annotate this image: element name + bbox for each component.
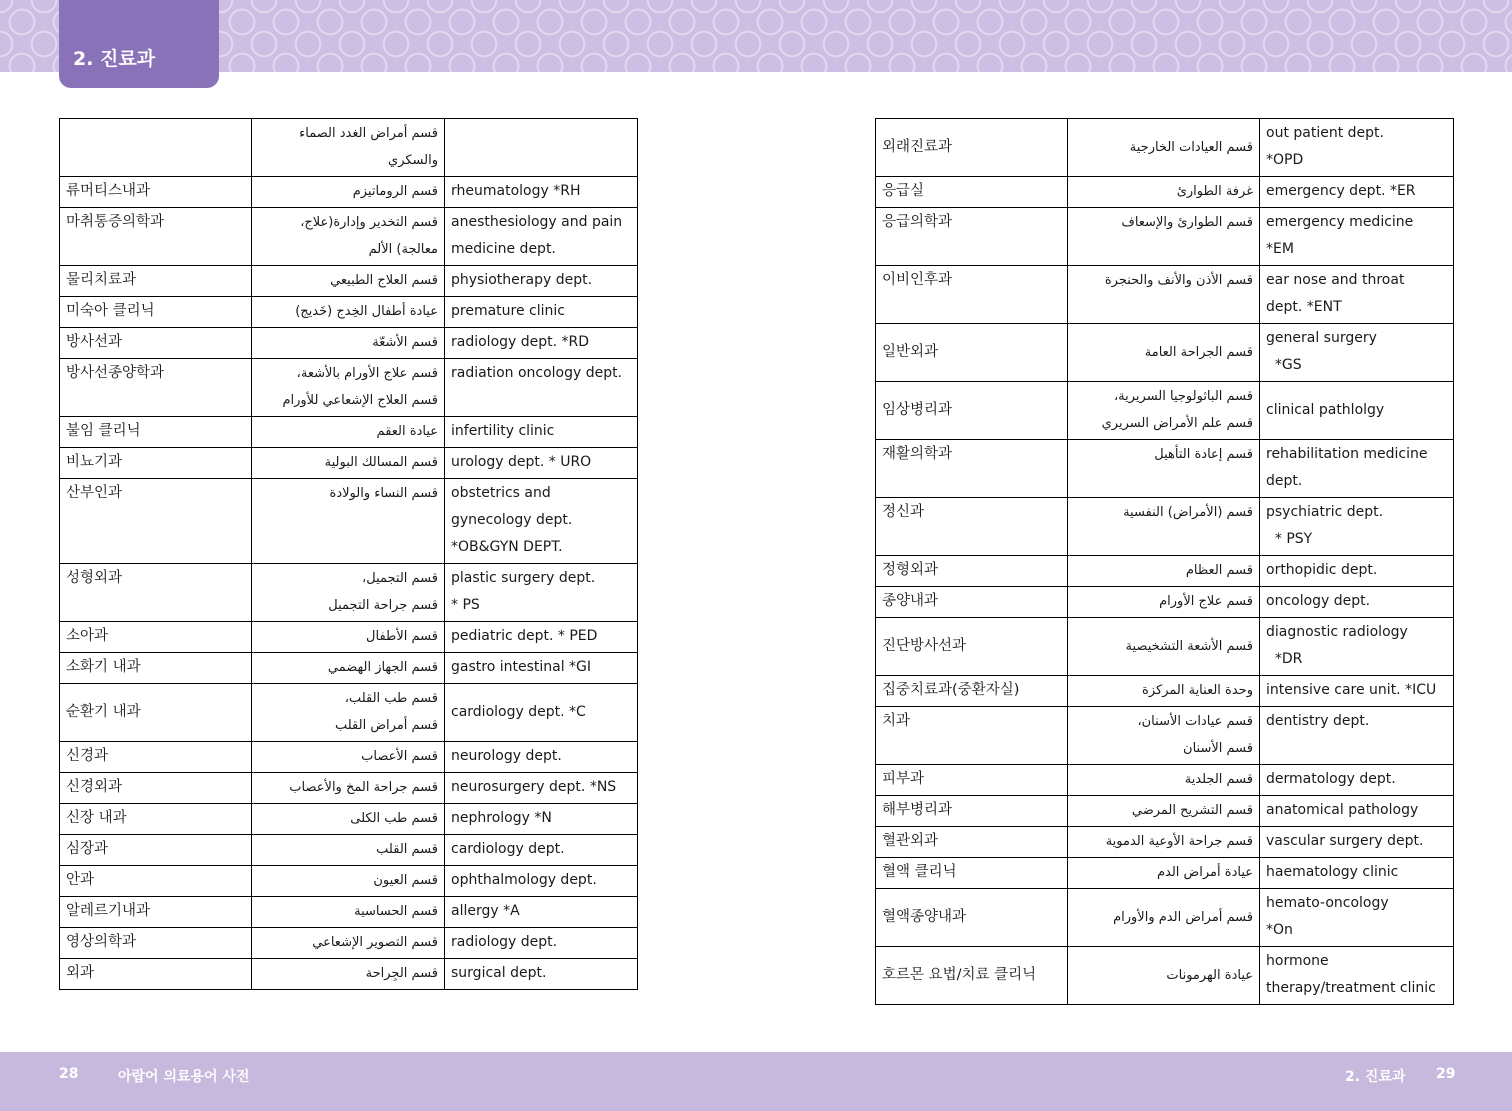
english-term-line: dept. [1266,473,1303,489]
english-term [445,359,638,417]
arabic-term-line: قسم أمراض الدم والأورام [1113,909,1253,925]
arabic-term [252,208,445,266]
english-term [1260,440,1454,498]
english-term [1260,177,1454,208]
arabic-term-line: قسم الجِراحة [365,966,438,981]
english-term [1260,556,1454,587]
table-row [60,684,638,742]
english-term [445,266,638,297]
english-term-line: neurosurgery dept. *NS [451,779,617,795]
arabic-term-line: معالجة) الألم [368,242,438,257]
english-term [1260,208,1454,266]
right-running-title: 2. 진료과 [1345,1069,1406,1085]
arabic-term [1068,889,1260,947]
arabic-term [1068,796,1260,827]
arabic-term [252,804,445,835]
korean-term: 피부과 [876,765,1068,796]
english-term [445,835,638,866]
english-term [1260,618,1454,676]
english-term-line: hormone [1266,953,1329,969]
arabic-term [1068,266,1260,324]
left-terms-table [59,118,638,990]
korean-term: 순환기 내과 [60,684,252,742]
korean-term: 불임 클리닉 [60,417,252,448]
korean-term: 이비인후과 [876,266,1068,324]
arabic-term [252,897,445,928]
table-row [60,928,638,959]
arabic-term [1068,556,1260,587]
table-row [876,556,1454,587]
table-row [60,266,638,297]
korean-term: 류머티스내과 [60,177,252,208]
english-term-line: gynecology dept. [451,512,573,528]
table-row [876,382,1454,440]
arabic-term [252,266,445,297]
arabic-term-line: قسم العلاج الطبيعي [330,273,438,288]
arabic-term [252,959,445,990]
arabic-term-line: قسم التجميل، [362,571,438,586]
arabic-term-line: قسم الجراحة العامة [1144,344,1253,360]
table-row [60,622,638,653]
english-term-line: radiology dept. *RD [451,334,590,350]
english-term [445,448,638,479]
arabic-term [1068,947,1260,1005]
arabic-term [252,928,445,959]
table-row [876,796,1454,827]
arabic-term-line: قسم جراحة التجميل [328,598,438,613]
korean-term: 알레르기내과 [60,897,252,928]
english-term [1260,889,1454,947]
arabic-term [252,359,445,417]
arabic-term [252,742,445,773]
english-term-line: clinical pathlolgy [1266,401,1385,418]
english-term-line: anesthesiology and pain [451,214,623,230]
english-term-line: * PSY [1266,531,1313,547]
table-row [60,479,638,564]
korean-term: 산부인과 [60,479,252,564]
arabic-term-line: قسم الأطفال [366,629,438,644]
english-term [445,653,638,684]
korean-term: 물리치료과 [60,266,252,297]
arabic-term [252,479,445,564]
arabic-term-line: قسم العظام [1185,563,1253,578]
english-term [445,417,638,448]
english-term-line: ophthalmology dept. [451,872,597,888]
english-term-line: radiology dept. [451,934,558,950]
english-term-line: cardiology dept. *C [451,703,586,720]
korean-term: 영상의학과 [60,928,252,959]
table-row [876,440,1454,498]
english-term-line: premature clinic [451,303,565,319]
english-term-line: orthopidic dept. [1266,562,1378,578]
arabic-term-line: قسم علاج الأورام بالأشعة، [296,366,438,381]
table-row [876,498,1454,556]
english-term-line: diagnostic radiology [1266,624,1408,640]
english-term-line: emergency dept. *ER [1266,183,1416,199]
english-term [1260,266,1454,324]
arabic-term [252,417,445,448]
korean-term: 정신과 [876,498,1068,556]
english-term-line: general surgery [1266,330,1377,346]
korean-term: 신경외과 [60,773,252,804]
arabic-term [252,866,445,897]
english-term [445,208,638,266]
arabic-term [252,448,445,479]
arabic-term-line: قسم الحساسية [354,904,438,919]
arabic-term [1068,618,1260,676]
english-term [445,479,638,564]
table-row [876,208,1454,266]
table-row [60,359,638,417]
english-term [445,928,638,959]
english-term-line: *DR [1266,651,1303,667]
arabic-term-line: قسم التشريح المرضي [1131,803,1253,818]
english-term [445,684,638,742]
english-term-line: radiation oncology dept. [451,365,623,381]
english-term [445,804,638,835]
english-term [1260,947,1454,1005]
korean-term: 비뇨기과 [60,448,252,479]
table-row [60,959,638,990]
english-term-line: dermatology dept. [1266,771,1396,787]
arabic-term-line: قسم المسالك البولية [324,455,438,470]
arabic-term [1068,587,1260,618]
korean-term: 재활의학과 [876,440,1068,498]
english-term-line: rheumatology *RH [451,183,581,199]
arabic-term [252,564,445,622]
section-tab [59,0,219,88]
table-row [876,858,1454,889]
english-term-line: *On [1266,922,1293,938]
arabic-term [1068,382,1260,440]
arabic-term-line: قسم الأشعة التشخيصية [1125,638,1253,654]
right-terms-table [875,118,1454,1005]
english-term-line: physiotherapy dept. [451,272,593,288]
english-term [1260,765,1454,796]
table-row [60,297,638,328]
table-row [60,208,638,266]
arabic-term-line: قسم الروماتيزم [352,184,438,199]
arabic-term-line: قسم التخدير وإدارة(علاج، [300,215,438,230]
korean-term: 일반외과 [876,324,1068,382]
arabic-term-line: قسم الباثولوجيا السريرية، [1113,389,1253,404]
arabic-term [1068,119,1260,177]
arabic-term-line: قسم طب الكلى [350,811,438,826]
korean-term: 종양내과 [876,587,1068,618]
arabic-term [252,119,445,177]
table-row [876,177,1454,208]
table-row [876,765,1454,796]
table-row [60,804,638,835]
english-term [1260,796,1454,827]
english-term-line: surgical dept. [451,965,547,981]
korean-term: 치과 [876,707,1068,765]
english-term-line: *GS [1266,357,1302,373]
arabic-term-line: قسم الأذن والأنف والحنجرة [1104,273,1253,288]
arabic-term-line: قسم أمراض القلب [334,718,438,733]
table-row [60,835,638,866]
arabic-term [252,653,445,684]
korean-term: 방사선과 [60,328,252,359]
english-term [1260,827,1454,858]
arabic-term-line: قسم عيادات الأسنان، [1137,714,1253,729]
arabic-term [252,297,445,328]
arabic-term-line: قسم الجهاز الهضمي [327,660,438,675]
arabic-term-line: وحدة العناية المركزة [1142,683,1253,698]
table-row [876,266,1454,324]
english-term [445,297,638,328]
english-term-line: anatomical pathology [1266,802,1419,818]
table-row [60,773,638,804]
left-page-number: 28 [59,1066,79,1082]
arabic-term-line: قسم التصوير الإشعاعي [312,935,438,950]
english-term-line: emergency medicine [1266,214,1414,230]
korean-term: 혈관외과 [876,827,1068,858]
english-term-line: allergy *A [451,903,520,919]
korean-term: 마취통증의학과 [60,208,252,266]
english-term [445,866,638,897]
left-running-title: 아랍어 의료용어 사전 [118,1069,250,1085]
table-row [60,897,638,928]
korean-term: 호르몬 요법/치료 클리닉 [876,947,1068,1005]
arabic-term-line: قسم الأعصاب [361,749,438,764]
arabic-term [1068,440,1260,498]
arabic-term [252,622,445,653]
arabic-term-line: عيادة أطفال الخِدج (خَديج) [295,304,438,319]
korean-term [60,119,252,177]
arabic-term-line: قسم أمراض الغدد الصماء [299,126,438,141]
english-term-line: dentistry dept. [1266,713,1370,729]
english-term-line: cardiology dept. [451,841,565,857]
english-term [445,564,638,622]
english-term-line: *OB&GYN DEPT. [451,539,563,555]
arabic-term-line: قسم النساء والولادة [329,486,438,501]
table-row [876,889,1454,947]
table-row [876,676,1454,707]
english-term [445,177,638,208]
arabic-term-line: قسم إعادة التأهيل [1154,447,1253,462]
english-term-line: ear nose and throat [1266,272,1405,288]
english-term [1260,587,1454,618]
arabic-term-line: قسم العيون [373,873,438,888]
korean-term: 소아과 [60,622,252,653]
table-row [60,448,638,479]
table-row [60,417,638,448]
arabic-term [252,177,445,208]
table-row [60,328,638,359]
korean-term: 혈액종양내과 [876,889,1068,947]
korean-term: 신장 내과 [60,804,252,835]
arabic-term-line: قسم القلب [376,842,438,857]
arabic-term [1068,676,1260,707]
arabic-term [252,773,445,804]
arabic-term-line: قسم العلاج الإشعاعي للأورام [282,393,438,408]
korean-term: 미숙아 클리닉 [60,297,252,328]
table-row [876,119,1454,177]
english-term [1260,676,1454,707]
table-row [60,177,638,208]
english-term-line: therapy/treatment clinic [1266,980,1436,996]
korean-term: 소화기 내과 [60,653,252,684]
korean-term: 외래진료과 [876,119,1068,177]
english-term [1260,498,1454,556]
table-row [60,653,638,684]
korean-term: 혈액 클리닉 [876,858,1068,889]
english-term-line: nephrology *N [451,810,552,826]
korean-term: 심장과 [60,835,252,866]
table-row [60,564,638,622]
english-term-line: out patient dept. [1266,125,1384,141]
arabic-term-line: قسم (الأمراض) النفسية [1123,505,1253,520]
arabic-term [1068,498,1260,556]
arabic-term-line: قسم طب القلب، [344,691,438,706]
english-term-line: dept. *ENT [1266,299,1342,315]
korean-term: 응급실 [876,177,1068,208]
english-term-line: *EM [1266,241,1294,257]
korean-term: 정형외과 [876,556,1068,587]
arabic-term [1068,765,1260,796]
arabic-term-line: غرفة الطوارئ [1176,184,1253,199]
footer-bar [0,1052,1512,1111]
header-pattern-band [0,0,1512,72]
arabic-term-line: قسم جراحة الأوعية الدموية [1105,834,1253,849]
arabic-term-line: قسم علم الأمراض السريري [1101,416,1253,431]
english-term-line: gastro intestinal *GI [451,659,592,675]
english-term-line: medicine dept. [451,241,556,257]
korean-term: 응급의학과 [876,208,1068,266]
arabic-term [1068,324,1260,382]
english-term-line: obstetrics and [451,485,551,501]
arabic-term-line: قسم الأسنان [1183,741,1253,756]
arabic-term-line: قسم العيادات الخارجية [1129,139,1253,155]
table-row [60,742,638,773]
english-term-line: psychiatric dept. [1266,504,1384,520]
arabic-term [252,684,445,742]
arabic-term [1068,208,1260,266]
korean-term: 해부병리과 [876,796,1068,827]
arabic-term [1068,858,1260,889]
arabic-term [1068,177,1260,208]
arabic-term-line: قسم جراحة المخ والأعصاب [289,780,438,795]
arabic-term [1068,827,1260,858]
arabic-term [252,328,445,359]
english-term [1260,858,1454,889]
english-term [1260,707,1454,765]
arabic-term-line: والسكري [388,153,438,168]
table-row [876,707,1454,765]
english-term-line: haematology clinic [1266,864,1399,880]
english-term-line: plastic surgery dept. [451,570,596,586]
table-row [876,947,1454,1005]
english-term [445,742,638,773]
korean-term: 방사선종양학과 [60,359,252,417]
korean-term: 성형외과 [60,564,252,622]
table-row [60,119,638,177]
english-term [445,622,638,653]
table-row [876,587,1454,618]
english-term [445,119,638,177]
english-term [445,897,638,928]
korean-term: 신경과 [60,742,252,773]
english-term-line: vascular surgery dept. [1266,833,1424,849]
english-term [445,959,638,990]
korean-term: 외과 [60,959,252,990]
english-term-line: intensive care unit. *ICU [1266,682,1437,698]
korean-term: 진단방사선과 [876,618,1068,676]
arabic-term-line: عيادة العقم [376,424,438,439]
arabic-term-line: قسم علاج الأورام [1159,594,1253,609]
korean-term: 임상병리과 [876,382,1068,440]
arabic-term-line: قسم الأشعّة [372,335,438,350]
section-title: 2. 진료과 [73,48,156,70]
english-term-line: rehabilitation medicine [1266,446,1428,462]
arabic-term-line: قسم الطوارئ والإسعاف [1121,215,1253,230]
table-row [60,866,638,897]
table-row [876,827,1454,858]
english-term-line: urology dept. * URO [451,454,592,470]
english-term [1260,382,1454,440]
english-term [1260,119,1454,177]
english-term [445,773,638,804]
english-term-line: pediatric dept. * PED [451,628,598,644]
arabic-term [1068,707,1260,765]
english-term-line: infertility clinic [451,423,555,439]
table-row [876,324,1454,382]
english-term-line: * PS [451,597,480,613]
english-term-line: neurology dept. [451,748,562,764]
arabic-term [252,835,445,866]
table-row [876,618,1454,676]
arabic-term-line: قسم الجلدية [1184,772,1253,787]
english-term-line: hemato-oncology [1266,895,1389,911]
korean-term: 안과 [60,866,252,897]
arabic-term-line: عيادة الهرمونات [1166,967,1253,983]
english-term-line: oncology dept. [1266,593,1371,609]
english-term [445,328,638,359]
korean-term: 집중치료과(중환자실) [876,676,1068,707]
english-term [1260,324,1454,382]
english-term-line: *OPD [1266,152,1304,168]
right-page-number: 29 [1436,1066,1456,1082]
arabic-term-line: عيادة أمراض الدم [1156,865,1253,880]
